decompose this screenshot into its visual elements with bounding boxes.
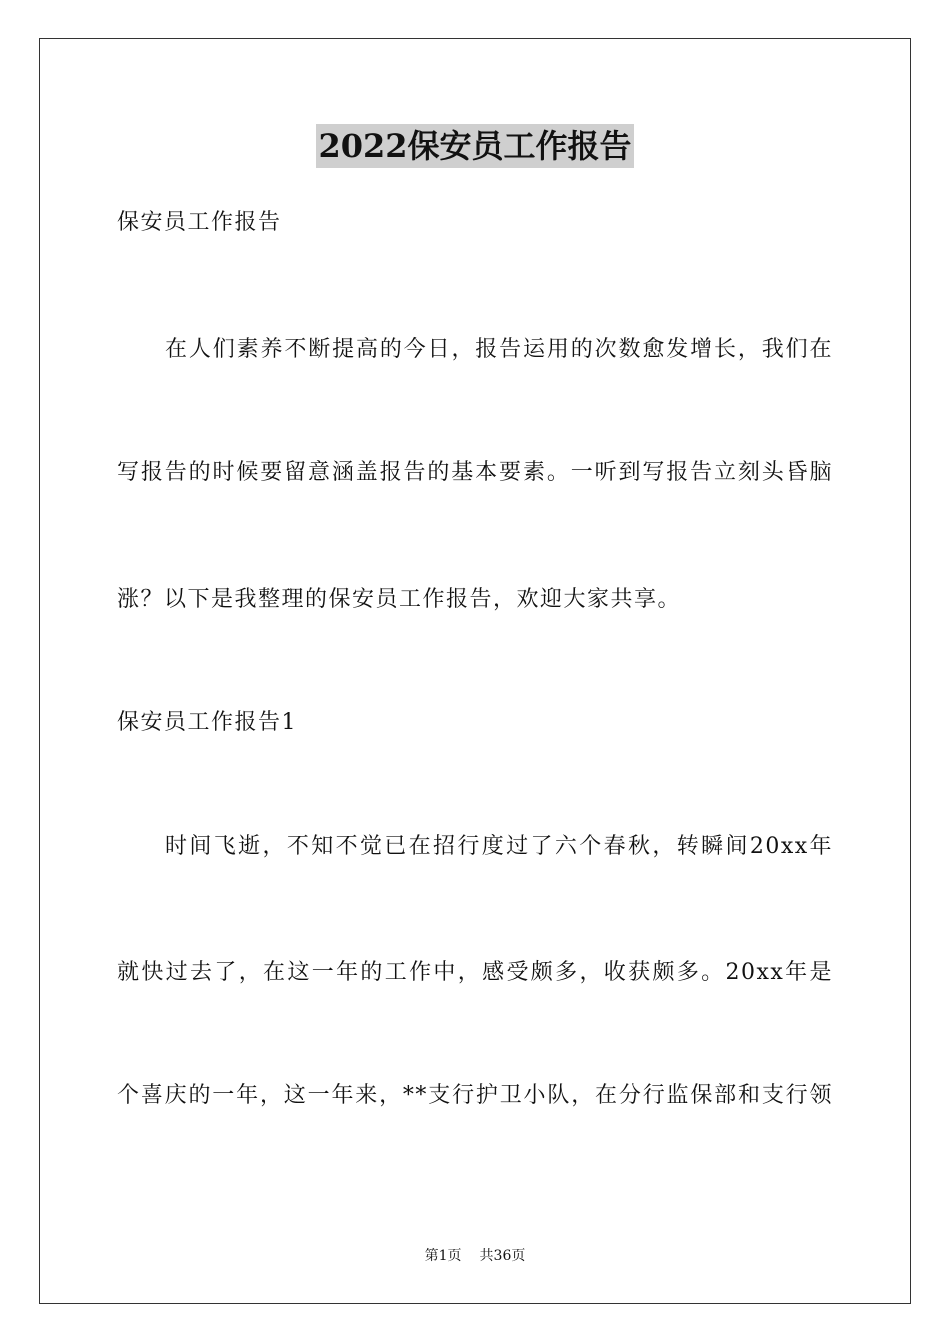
- page-total: 共36页: [479, 1248, 526, 1264]
- paragraph-line: 就快过去了，在这一年的工作中，感受颇多，收获颇多。20xx年是: [117, 960, 833, 985]
- paragraph-line: 在人们素养不断提高的今日，报告运用的次数愈发增长，我们在: [165, 337, 833, 362]
- paragraph-line: 时间飞逝，不知不觉已在招行度过了六个春秋，转瞬间20xx年: [165, 834, 833, 859]
- title-container: [0, 124, 950, 168]
- section-heading: 保安员工作报告1: [117, 710, 297, 735]
- paragraph-line: 个喜庆的一年，这一年来，**支行护卫小队，在分行监保部和支行领: [117, 1083, 833, 1108]
- document-title: 2022保安员工作报告: [316, 124, 633, 168]
- page-footer: [0, 1246, 950, 1266]
- page-number: 第1页: [424, 1248, 462, 1264]
- paragraph-line: 涨？以下是我整理的保安员工作报告，欢迎大家共享。: [117, 587, 682, 612]
- paragraph-line: 写报告的时候要留意涵盖报告的基本要素。一听到写报告立刻头昏脑: [117, 460, 833, 485]
- section-heading: 保安员工作报告: [117, 210, 282, 235]
